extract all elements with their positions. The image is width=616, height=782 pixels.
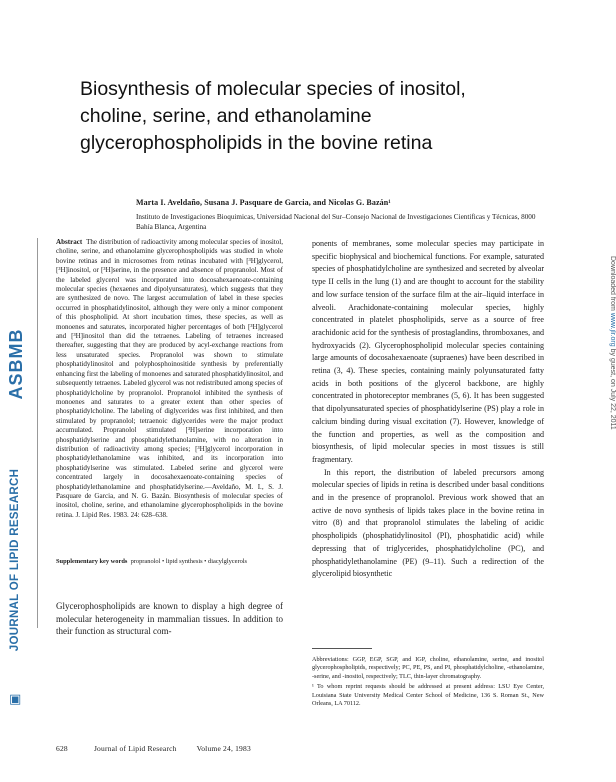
paragraph: ponents of membranes, some molecular species may participate in specific biophysical and biochemical functions. For example, saturated species of phosphatidylcholine are synthesized and secreted by alveolar type II cells in the lung (1) and are thought to account for the stability and low surface tension of the surface film at the air–liquid interface in alveoli. Arachidonate-containing molecular species, highly concentrated in platelet phospholipids, serve as a source of free arachidonic acid for the synthesis of prostaglandins, thromboxanes, and hydroxyacids (2). Glycerophospholipid molecular species containing large amounts of docosahexaenoate (supraenes) have been described in retina (3, 4). These species, containing mainly polyunsaturated fatty acids in both positions of the glycerol backbone, are highly concentrated in photoreceptor membranes (5, 6). It has been suggested that dipolyunsaturated species of phosphatidylserine (PS) play a role in calcium binding during visual excitation (7). However, knowledge of the function and properties, as well as the composition and biosynthesis, of lipid molecular species in most tissues is still fragmentary. xyxy=(312,239,544,464)
abstract xyxy=(56,238,283,520)
download-notice xyxy=(604,256,616,516)
article-title: Biosynthesis of molecular species of inositol, choline, serine, and ethanolamine glycerophospholipids in the bovine retina xyxy=(80,78,466,154)
journal-name-vertical: JOURNAL OF LIPID RESEARCH xyxy=(9,468,21,652)
journal-emblem-icon: ▣ xyxy=(9,692,22,707)
journal-title: Journal of Lipid Research xyxy=(93,744,177,753)
paragraph: In this report, the distribution of labeled precursors among molecular species of lipids in retina is described under basal conditions and in the presence of propranolol. Previous work showed that an active de novo synthesis of lipids takes place in the bovine retina in vitro (8) and that propranolol stimulates the labeling of acidic phospholipids (phosphatidylinositol (PI), phosphatidic acid) while depressing that of triglycerides, phosphatidylcholine (PC), and phosphatidylethanolamine (PE) (9–11). Such a redirection of the glycerolipid biosynthetic xyxy=(312,467,544,579)
jlr-link[interactable]: www.jlr.org xyxy=(609,312,616,347)
keywords-text: propranolol • lipid synthesis • diacylglycerols xyxy=(130,558,248,565)
download-suffix: by guest, on July 22, 2011 xyxy=(609,346,616,430)
introduction-start: Glycerophospholipids are known to display a high degree of molecular heterogeneity in mammalian tissues. In addition to their function as structural com- xyxy=(56,601,283,636)
footnote-rule xyxy=(312,648,372,649)
author-affiliation: Instituto de Investigaciones Bioquimicas, Universidad Nacional del Sur–Consejo Nacional de Investigaciones Cientificas y Técnicas, 8000 Bahía Blanca, Argentina xyxy=(136,213,536,231)
footnote-reprint: ¹ To whom reprint requests should be addressed at present address: LSU Eye Center, Louisiana State University Medical Center School of Medicine, 136 S. Roman St., New Orleans, LA 70112. xyxy=(312,683,544,708)
abstract-label: Abstract xyxy=(56,238,83,246)
abstract-text: The distribution of radioactivity among molecular species of inositol, choline, serine, and ethanolamine glycerophospholipids was studied in whole bovine retinas and in microsomes from retinas incubated with [³H]glycerol, [³H]inositol, or [³H]serine, in the presence and absence of propranolol. Most of the labeled glycerol was incorporated into docosahexaenoate-containing molecular species (hexaenes and dipolyunsaturates), which suggests that they are synthesized de novo. The largest accumulation of label in these species occurred in phosphatidylinositol, although they were only a minor component of this phospholipid. At short incubation times, these species, as well as monoenes and saturates, incorporated higher percentages of both [³H]glycerol and [³H]inositol than did the tetraenes. Labeling of tetraenes increased thereafter, suggesting that they are produced by acyl-exchange reactions from less unsaturated species. Propranolol was shown to stimulate phosphatidylinositol and polyphosphoinositide synthesis by preferentially enhancing first the labeling of monoenes and saturated phosphatidylinositol, and subsequently tetraenes. Labeled glycerol was not redistributed among species of phosphatidylcholine by propranolol. Propranolol inhibited the synthesis of monoenes and saturates to a greater extent than other species of phosphatidylcholine. The labeling of diglycerides was first inhibited, and then stimulated by propranolol; tetraenoic diglycerides were the major product accumulated. Propranolol stimulated [³H]serine incorporation into phosphatidylserine and phosphatidylethanolamine, with no alteration in distribution of radioactivity among species; [³H]glycerol incorporation in phosphatidylethanolamine was inhibited, and its incorporation into phosphatidylserine was stimulated. Labeled serine and glycerol were concentrated largely in docosahexaenoate-containing species of phosphatidylethanolamine and phosphatidylserine.—Aveldaño, M. I., S. J. Pasquare de Garcia, and N. G. Bazán. Biosynthesis of molecular species of inositol, choline, serine, and ethanolamine glycerophospholipids in the bovine retina. J. Lipid Res. 1983. 24: 628–638. xyxy=(56,238,284,519)
author-list: Marta I. Aveldaño, Susana J. Pasquare de Garcia, and Nicolas G. Bazán¹ xyxy=(136,198,391,207)
page-number: 628 xyxy=(56,744,68,753)
page-footer xyxy=(56,744,269,753)
keywords-label: Supplementary key words xyxy=(56,558,128,565)
sidebar-divider xyxy=(37,238,38,628)
journal-sidebar xyxy=(0,156,36,707)
footnotes xyxy=(312,656,544,710)
volume-info: Volume 24, 1983 xyxy=(196,744,251,753)
keywords xyxy=(56,558,283,567)
asbmb-logo: ASBMB xyxy=(6,328,26,400)
download-prefix: Downloaded from xyxy=(609,256,616,313)
right-column-body xyxy=(312,238,544,581)
footnote-abbreviations: Abbreviations: GGP, EGP, SGP, and IGP, choline, ethanolamine, serine, and inositol glycerophospholipids, respectively; PC, PE, PS, and PI, phosphatidylcholine, -ethanolamine, -serine, and -inositol, respectively; TLC, thin-layer chromatography. xyxy=(312,656,544,680)
